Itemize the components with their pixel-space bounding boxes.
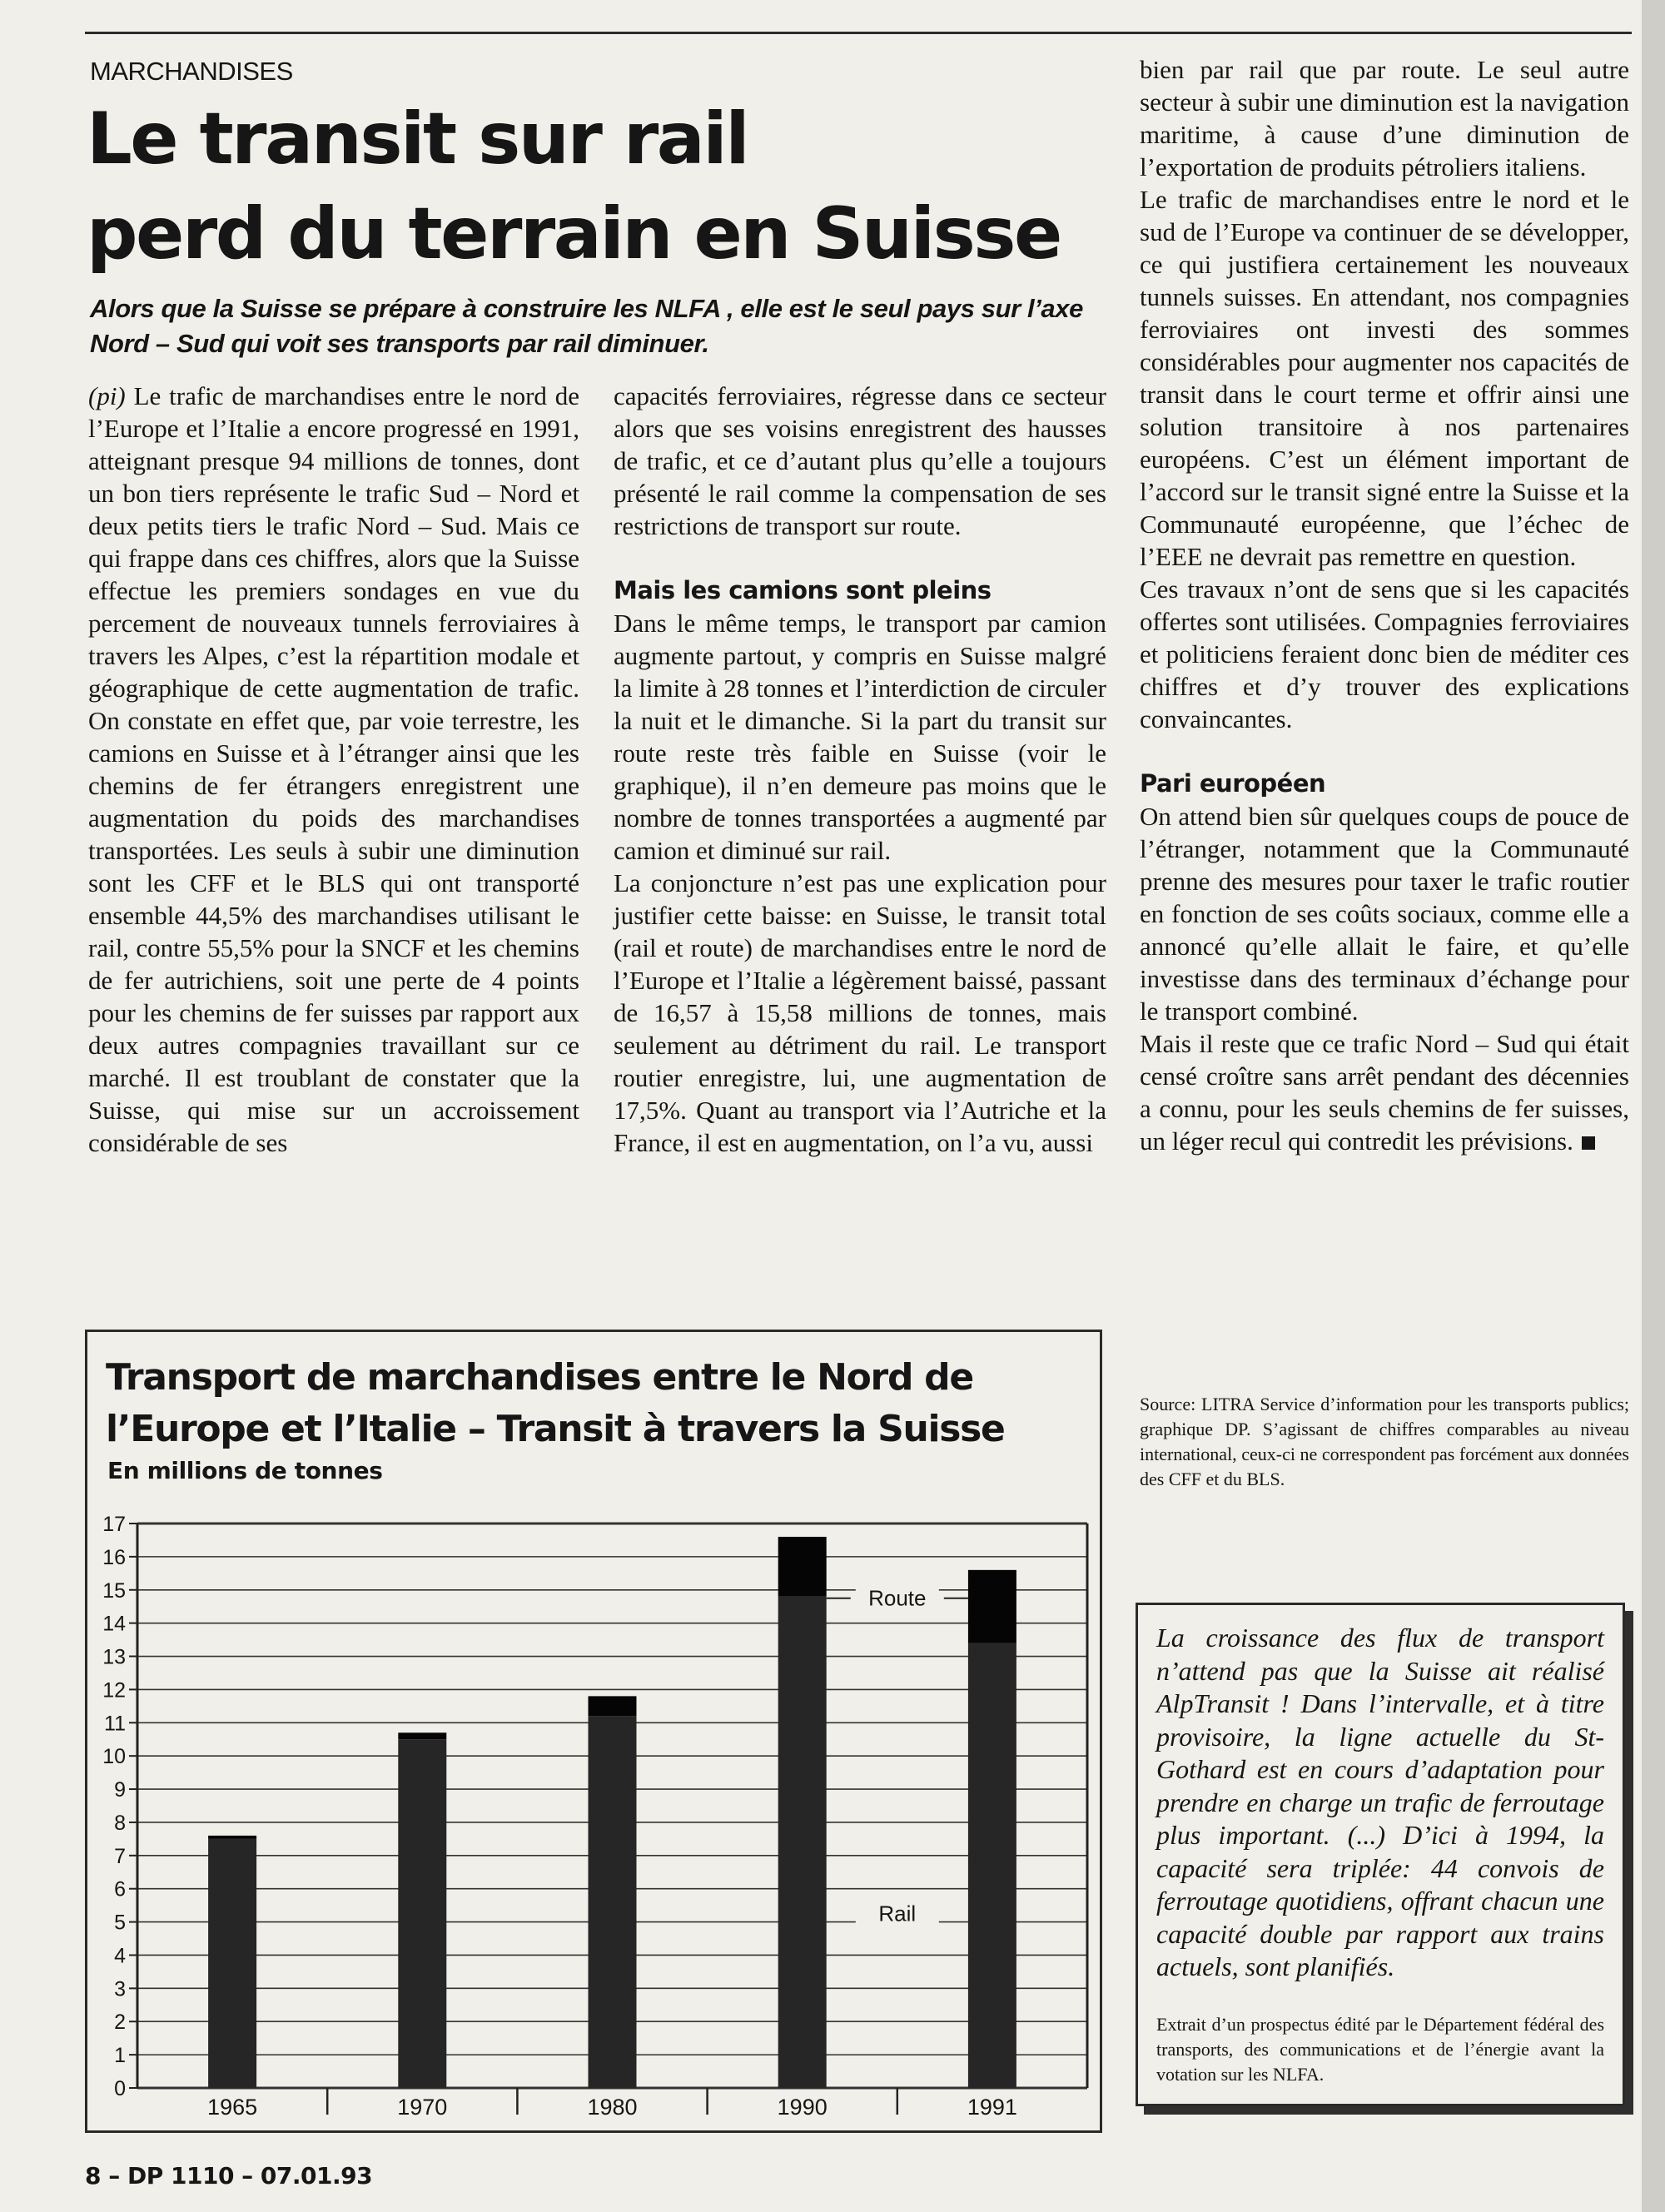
y-tick-label: 5 (114, 1911, 126, 1935)
headline-line-2: perd du terrain en Suisse (87, 192, 1061, 276)
series-label-rail: Rail (878, 1901, 917, 1926)
bar-route-1990 (778, 1537, 827, 1597)
article-paragraph: Dans le même temps, le transport par camion augmente partout, y compris en Suisse malgré la limite à 28 tonnes et l’interdiction de circuler la nuit et le dimanche. Si la part du transit sur route reste très faible en Suisse (voir le graphique), il n’en demeure pas moins que le nombre de tonnes transportées a augmenté par camion et diminué sur rail. (614, 609, 1106, 865)
chart-title: Transport de marchandises entre le Nord de l’Europe et l’Italie – Transit à travers la Suisse (106, 1356, 1005, 1450)
article-paragraph: La conjoncture n’est pas une explication pour justifier cette baisse: en Suisse, le transit total (rail et route) de marchandises entre le nord de l’Europe et l’Italie a légèrement baissé, passant de 16,57 à 15,58 millions de tonnes, mais seulement au détriment du rail. Le transport routier enregistre, lui, une augmentation de 17,5%. Quant au transport via l’Autriche et la France, il est en augmentation, on l’a vu, aussi (614, 868, 1106, 1157)
y-tick-label: 4 (114, 1944, 126, 1968)
quote-box (1136, 1603, 1625, 2106)
article-paragraph: capacités ferroviaires, régresse dans ce secteur alors que ses voisins enregistrent des hausses de trafic, et ce d’autant plus qu’elle a toujours présenté le rail comme la compensation de ses restrictions de transport sur route. (614, 381, 1106, 540)
article-paragraph: (pi) Le trafic de marchandises entre le nord de l’Europe et l’Italie a encore progressé en 1991, atteignant presque 94 millions de tonnes, dont un bon tiers représente le trafic Sud – Nord et deux petits tiers le trafic Nord – Sud. Mais ce qui frappe dans ces chiffres, alors que la Suisse effectue les premiers sondages en vue du percement de nouveaux tunnels ferroviaires à travers les Alpes, c’est la répartition modale et géographique de cette augmentation de trafic. On constate en effet que, par voie terrestre, les camions en Suisse et à l’étranger ainsi que les chemins de fer étrangers enregistrent une augmentation du poids des marchandises transportées. Les seuls à subir une diminution sont les CFF et le BLS qui ont transporté ensemble 44,5% des marchandises utilisant le rail, contre 55,5% pour la SNCF et les chemins de fer autrichiens, soit une perte de 4 points pour les chemins de fer suisses par rapport aux deux autres compagnies travaillant sur ce marché. Il est troublant de constater que la Suisse, qui mise sur un accroissement considérable de ses (88, 381, 579, 1157)
article-paragraph: bien par rail que par route. Le seul autre secteur à subir une diminution est la navigation maritime, à cause d’une diminution de l’exportation de produits pétroliers italiens. (1140, 55, 1629, 181)
y-tick-label: 17 (102, 1513, 126, 1536)
y-tick-label: 6 (114, 1877, 126, 1901)
section-label: MARCHANDISES (90, 57, 293, 86)
y-tick-label: 10 (102, 1745, 126, 1769)
bar-rail-1965 (208, 1839, 256, 2088)
article-column-1 (88, 380, 579, 1159)
y-tick-label: 16 (102, 1545, 126, 1569)
y-tick-label: 1 (114, 2044, 126, 2068)
y-tick-label: 3 (114, 1977, 126, 2001)
article-paragraph: On attend bien sûr quelques coups de pouce de l’étranger, notamment que la Communauté prenne des mesures pour taxer le trafic routier en fonction de ses coûts sociaux, comme elle a annoncé qu’elle allait le faire, et qu’elle investisse dans des terminaux d’échange pour le transport combiné. (1140, 802, 1629, 1026)
series-label-route: Route (868, 1585, 927, 1611)
subheading-camions: Mais les camions sont pleins (614, 576, 992, 604)
article-paragraph: Mais il reste que ce trafic Nord – Sud qui était censé croître sans arrêt pendant des décennies a connu, pour les seuls chemins de fer suisses, un léger recul qui contredit les prévisions. (1140, 1029, 1629, 1156)
bar-rail-1980 (589, 1716, 637, 2088)
bar-route-1980 (589, 1696, 637, 1716)
headline (87, 92, 1119, 281)
article-paragraph: Le trafic de marchandises entre le nord et le sud de l’Europe va continuer de se développer, ce qui justifiera certainement les nouveaux tunnels suisses. En attendant, nos compagnies ferroviaires ont investi des sommes considérables pour augmenter nos capacités de transit dans le court terme et offrir ainsi une solution transitoire à nos partenaires européens. C’est un élément important de l’accord sur le transit signé entre la Suisse et la Communauté européenne, que l’échec de l’EEE ne devrait pas remettre en question. (1140, 185, 1629, 571)
chart-panel (85, 1330, 1102, 2133)
lead-paragraph: Alors que la Suisse se prépare à construire les NLFA , elle est le seul pays sur l’axe Nord – Sud qui voit ses transports par rail diminuer. (90, 294, 1083, 358)
subheading-pari-europeen: Pari européen (1140, 769, 1326, 798)
y-tick-label: 7 (114, 1844, 126, 1868)
bar-rail-1991 (968, 1643, 1016, 2088)
source-note: Source: LITRA Service d’information pour les transports publics; graphique DP. S’agissant de chiffres comparables au niveau international, ceux-ci ne correspondent pas forcément aux données des CFF et du BLS. (1140, 1394, 1629, 1489)
y-tick-label: 15 (102, 1578, 126, 1603)
article-column-2 (614, 380, 1106, 1159)
bar-route-1991 (968, 1570, 1016, 1643)
x-tick-label: 1980 (587, 2095, 638, 2120)
y-tick-label: 11 (104, 1712, 126, 1736)
bar-route-1965 (208, 1836, 256, 1839)
end-mark (1582, 1136, 1595, 1150)
x-tick-label: 1990 (777, 2095, 828, 2120)
x-tick-label: 1970 (397, 2095, 448, 2120)
page-edge-shadow (1642, 0, 1665, 2212)
chart-plot (87, 1332, 1100, 2130)
y-tick-label: 9 (114, 1778, 126, 1802)
author-initials: (pi) (88, 381, 126, 410)
article-paragraph: Ces travaux n’ont de sens que si les capacités offertes sont utilisées. Compagnies ferroviaires et politiciens feraient donc bien de méditer ces chiffres et d’y trouver des explications convaincantes. (1140, 574, 1629, 733)
article-column-3 (1140, 53, 1629, 1157)
page-footer: 8 – DP 1110 – 07.01.93 (85, 2162, 373, 2190)
x-tick-label: 1965 (207, 2095, 258, 2120)
x-tick-label: 1991 (967, 2095, 1017, 2120)
quote-text: La croissance des flux de transport n’attend pas que la Suisse ait réalisé AlpTransit ! Dans l’intervalle, et à titre provisoire, la ligne actuelle du St-Gothard est en cours d’adaptation pour prendre en charge un trafic de ferroutage plus important. (...) D’ici à 1994, la capacité sera triplée: 44 convois de ferroutage quotidiens, offrant chacun une capacité double par rapport aux trains actuels, sont planifiés. (1156, 1623, 1604, 1981)
y-tick-label: 13 (102, 1645, 126, 1669)
y-tick-label: 12 (102, 1678, 126, 1702)
y-tick-label: 2 (114, 2011, 126, 2035)
bar-route-1970 (398, 1732, 446, 1739)
bar-rail-1970 (398, 1739, 446, 2088)
y-tick-label: 8 (114, 1811, 126, 1835)
chart-unit-label: En millions de tonnes (107, 1457, 383, 1484)
y-tick-label: 14 (102, 1612, 126, 1636)
bar-rail-1990 (778, 1597, 827, 2088)
quote-credit: Extrait d’un prospectus édité par le Département fédéral des transports, des communications et de l’énergie avant la votation sur les NLFA. (1156, 2013, 1604, 2085)
y-tick-label: 0 (114, 2077, 126, 2100)
headline-line-1: Le transit sur rail (87, 97, 748, 181)
top-rule (85, 32, 1632, 34)
